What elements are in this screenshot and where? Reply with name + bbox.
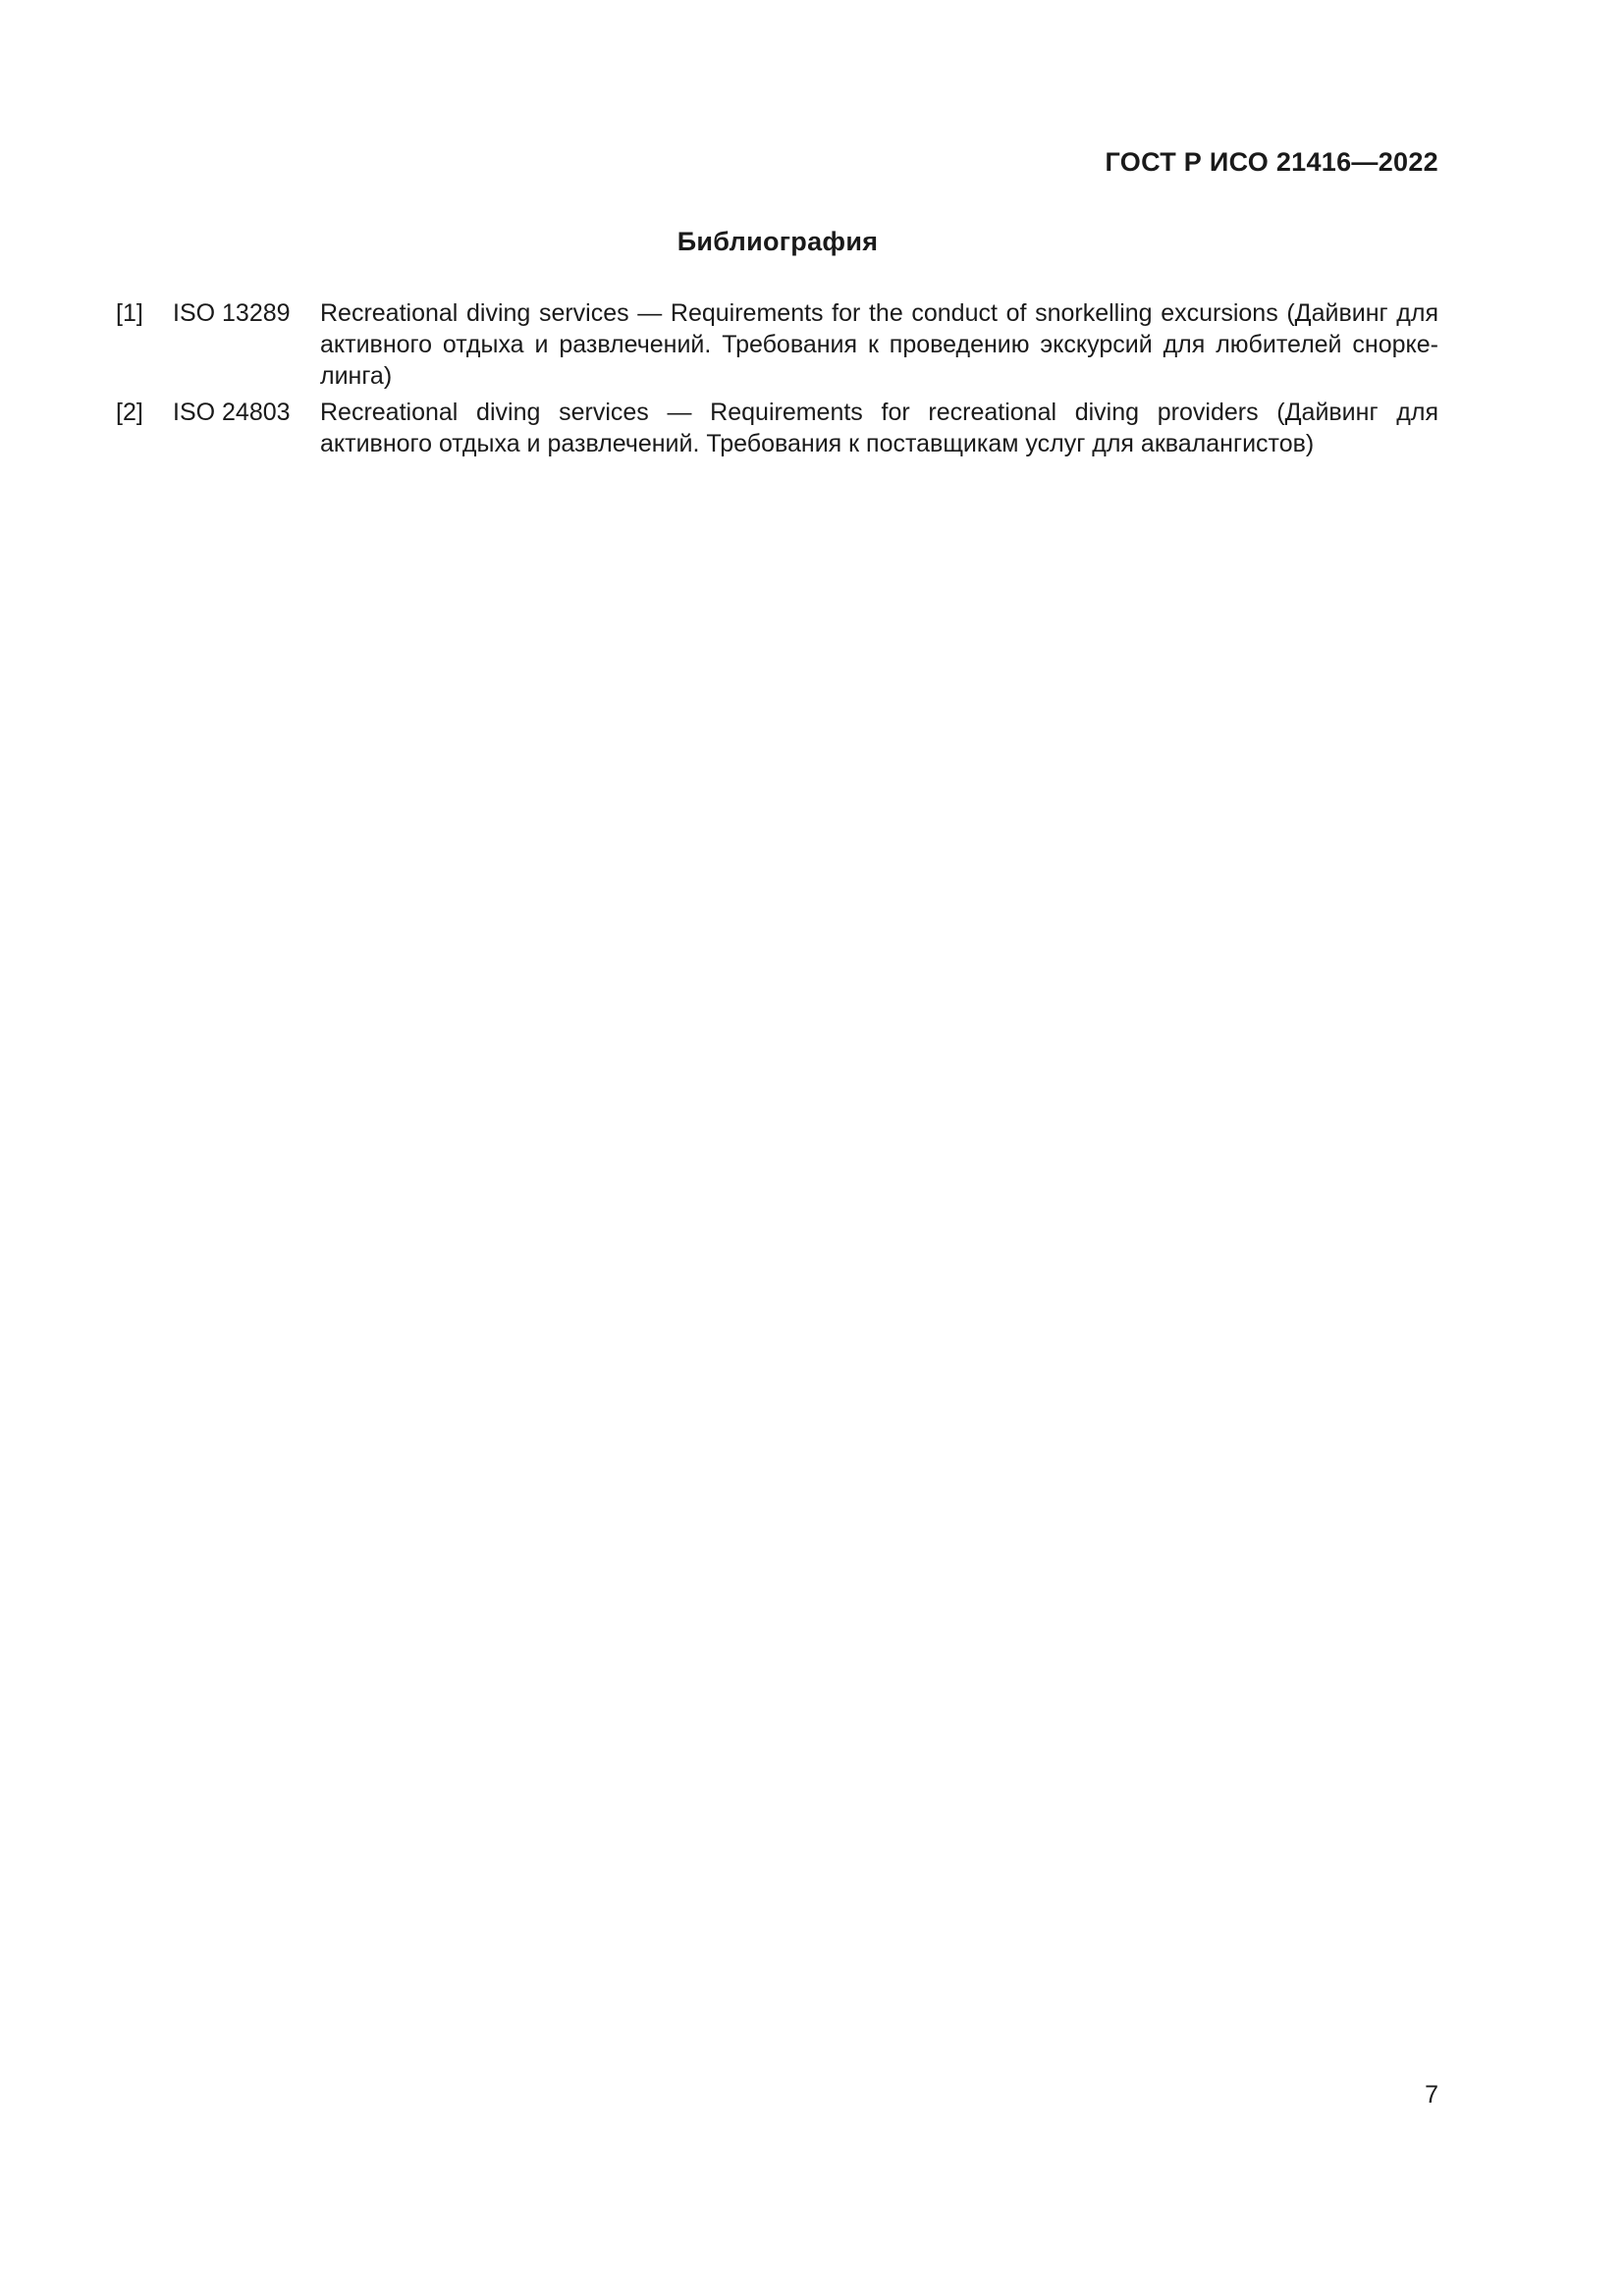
bibliography-list [116,297,1438,464]
bibliography-item-text: Recreational diving services — Requirements for the conduct of snorkelling excursions (Дайвинг для активного отдыха и развлечений. Требования к проведению экскурсий для любителей сноркелинга) [320,299,1438,390]
bibliography-item-number: [2] [116,399,143,426]
bibliography-item [116,297,1438,392]
bibliography-item-code: ISO 13289 [173,299,291,327]
bibliography-item-number: [1] [116,299,143,327]
bibliography-item-code: ISO 24803 [173,399,291,426]
document-header: ГОСТ Р ИСО 21416—2022 [1105,147,1438,177]
section-title: Библиография [677,227,879,256]
bibliography-item-text: Recreational diving services — Requirements for recreational diving providers (Дайвинг для активного отдыха и развлечений. Требования к поставщикам услуг для аквалангистов) [320,399,1438,457]
page-number: 7 [1425,2081,1438,2109]
bibliography-item [116,397,1438,459]
